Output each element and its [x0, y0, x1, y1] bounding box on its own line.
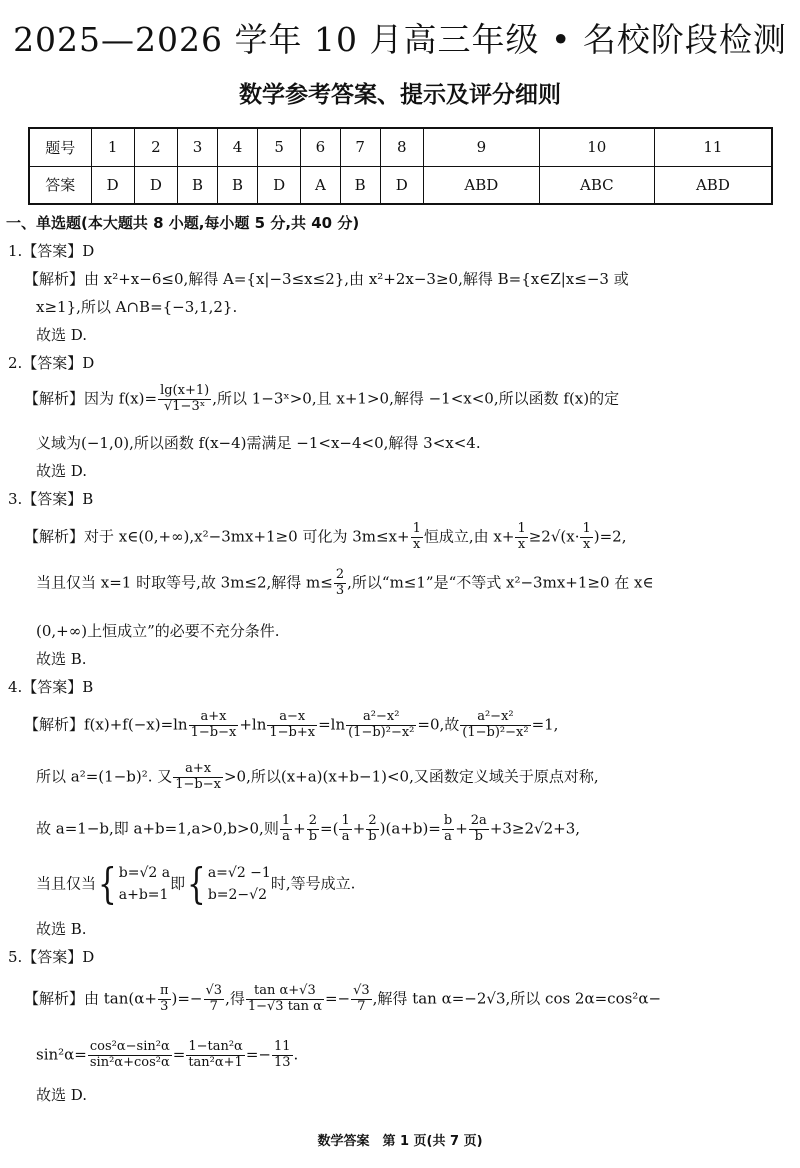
- fraction-denominator: x: [582, 536, 591, 552]
- fraction-denominator: 1−b+x: [269, 724, 316, 740]
- q4-explanation-line: [36, 859, 356, 909]
- case-line: b=2−√2: [207, 887, 267, 904]
- fraction: [173, 762, 223, 793]
- text-run: =−: [245, 1045, 271, 1064]
- q1-explanation-line: 【解析】由 x²+x−6≤0,解得 A={x|−3≤x≤2},由 x²+2x−3≥0,解得 B={x∈Z|x≤−3 或: [24, 270, 629, 288]
- fraction-denominator: 7: [357, 998, 366, 1014]
- fraction-numerator: a²−x²: [346, 710, 416, 726]
- fraction-denominator: b: [308, 828, 318, 844]
- fraction-denominator: 13: [273, 1054, 291, 1070]
- fraction-numerator: a+x: [189, 710, 239, 726]
- text-run: 【解析】由 tan(α+: [24, 989, 157, 1008]
- fraction: [158, 384, 211, 415]
- fraction-numerator: tan α+√3: [246, 984, 324, 1000]
- fraction: [307, 814, 319, 845]
- q5-conclusion: 故选 D.: [36, 1086, 88, 1104]
- case-system: [119, 862, 170, 907]
- table-cell: B: [178, 166, 218, 204]
- fraction: [411, 522, 423, 553]
- text-run: =ln: [318, 715, 346, 734]
- text-run: )(a+b)=: [379, 819, 441, 838]
- fraction: [515, 522, 527, 553]
- fraction: [334, 568, 346, 599]
- left-brace: {: [98, 859, 117, 909]
- q1-conclusion: 故选 D.: [36, 326, 88, 344]
- fraction-denominator: tan²α+1: [188, 1054, 243, 1070]
- text-run: =: [172, 1045, 186, 1064]
- text-run: )=2,: [593, 527, 627, 546]
- page-title: 2025—2026 学年 10 月高三年级 • 名校阶段检测: [13, 20, 787, 59]
- case-system: [208, 862, 271, 907]
- q1-explanation-line: x≥1},所以 A∩B={−3,1,2}.: [36, 298, 238, 316]
- fraction-numerator: 1: [341, 813, 350, 828]
- table-cell: 10: [539, 128, 654, 166]
- answer-table: [28, 127, 773, 205]
- q4-answer: 4.【答案】B: [8, 678, 94, 696]
- fraction-denominator: 1−b−x: [190, 724, 237, 740]
- fraction: [351, 984, 372, 1015]
- fraction-numerator: π: [159, 983, 169, 998]
- table-cell: 2: [134, 128, 177, 166]
- text-run: 【解析】对于 x∈(0,+∞),x²−3mx+1≥0 可化为 3m≤x+: [24, 527, 410, 546]
- fraction-numerator: √3: [353, 983, 370, 998]
- case-line: a+b=1: [118, 887, 169, 904]
- table-cell: 8: [380, 128, 423, 166]
- fraction-denominator: x: [517, 536, 526, 552]
- table-cell: D: [134, 166, 177, 204]
- fraction-numerator: 2: [307, 814, 319, 830]
- q3-explanation-line: (0,+∞)上恒成立”的必要不充分条件.: [36, 622, 280, 640]
- fraction: [246, 984, 324, 1015]
- table-row-numbers: [29, 128, 772, 166]
- table-cell: 5: [258, 128, 301, 166]
- left-brace: {: [187, 859, 206, 909]
- fraction-numerator: 11: [273, 1039, 291, 1054]
- text-run: 即: [170, 874, 186, 893]
- fraction-numerator: 2: [366, 814, 378, 830]
- text-run: 当且仅当: [36, 874, 97, 893]
- q2-answer: 2.【答案】D: [8, 354, 95, 372]
- fraction-numerator: lg(x+1): [160, 383, 210, 398]
- fraction-numerator: b: [443, 813, 453, 828]
- fraction-denominator: a: [341, 828, 350, 844]
- fraction: [267, 710, 317, 741]
- q4-explanation-line: [36, 814, 580, 845]
- fraction-numerator: a−x: [267, 710, 317, 726]
- row-label-answer: 答案: [29, 166, 91, 204]
- text-run: ,所以 1−3ˣ>0,且 x+1>0,解得 −1<x<0,所以函数 f(x)的定: [212, 389, 620, 408]
- table-row-answers: [29, 166, 772, 204]
- text-run: ≥2√(x·: [528, 527, 580, 546]
- text-run: +ln: [239, 715, 267, 734]
- q3-explanation-line: [24, 522, 626, 553]
- text-run: =0,故: [417, 715, 460, 734]
- table-cell: 4: [218, 128, 258, 166]
- fraction-numerator: 2: [335, 567, 345, 582]
- q4-explanation-line: [36, 762, 599, 793]
- table-cell: B: [218, 166, 258, 204]
- table-cell: ABC: [539, 166, 654, 204]
- q2-explanation-line: [24, 384, 619, 415]
- q5-explanation-line: [36, 1040, 298, 1071]
- text-run: 恒成立,由 x+: [423, 527, 515, 546]
- page-footer: 数学答案 第 1 页(共 7 页): [317, 1134, 483, 1149]
- table-cell: ABD: [423, 166, 539, 204]
- text-run: ,解得 tan α=−2√3,所以 cos 2α=cos²α−: [372, 989, 662, 1008]
- text-run: =−: [324, 989, 351, 1008]
- fraction: [366, 814, 378, 845]
- q2-conclusion: 故选 D.: [36, 462, 88, 480]
- section-title: 一、单选题(本大题共 8 小题,每小题 5 分,共 40 分): [6, 214, 360, 232]
- fraction-denominator: √1−3ˣ: [164, 398, 206, 414]
- table-cell: ABD: [654, 166, 772, 204]
- text-run: .: [293, 1045, 299, 1064]
- page-subtitle: 数学参考答案、提示及评分细则: [239, 82, 561, 108]
- q5-explanation-line: [24, 984, 661, 1015]
- table-cell: D: [258, 166, 301, 204]
- text-run: +3≥2√2+3,: [489, 819, 581, 838]
- q3-conclusion: 故选 B.: [36, 650, 87, 668]
- fraction-denominator: (1−b)²−x²: [462, 724, 529, 740]
- fraction-numerator: 2a: [470, 813, 487, 828]
- text-run: +: [352, 819, 366, 838]
- fraction-denominator: 7: [209, 998, 218, 1014]
- q4-explanation-line: [24, 710, 558, 741]
- fraction-numerator: 1: [582, 521, 591, 536]
- fraction-denominator: b: [474, 828, 483, 844]
- text-run: 【解析】f(x)+f(−x)=ln: [24, 715, 188, 734]
- table-cell: 6: [301, 128, 340, 166]
- fraction: [460, 710, 530, 741]
- fraction-denominator: (1−b)²−x²: [348, 724, 415, 740]
- text-run: )=−: [171, 989, 203, 1008]
- text-run: =1,: [531, 715, 559, 734]
- fraction: [88, 1040, 172, 1071]
- text-run: +: [293, 819, 306, 838]
- fraction: [158, 984, 171, 1015]
- text-run: +: [455, 819, 468, 838]
- text-run: =(: [320, 819, 339, 838]
- text-run: 所以 a²=(1−b)². 又: [36, 767, 173, 786]
- fraction: [580, 522, 592, 553]
- fraction-numerator: a²−x²: [460, 710, 530, 726]
- fraction-numerator: 1: [412, 521, 421, 536]
- fraction: [272, 1040, 293, 1071]
- q5-answer: 5.【答案】D: [8, 948, 95, 966]
- case-line: a=√2 −1: [207, 865, 271, 881]
- q2-explanation-line: 义域为(−1,0),所以函数 f(x−4)需满足 −1<x−4<0,解得 3<x<4.: [36, 434, 481, 452]
- fraction-denominator: 3: [160, 998, 169, 1014]
- fraction-denominator: 3: [335, 582, 345, 598]
- row-label-number: 题号: [29, 128, 91, 166]
- text-run: 当且仅当 x=1 时取等号,故 3m≤2,解得 m≤: [36, 573, 333, 592]
- table-cell: D: [91, 166, 134, 204]
- q4-conclusion: 故选 B.: [36, 920, 87, 938]
- fraction-numerator: 1−tan²α: [188, 1039, 243, 1054]
- q3-answer: 3.【答案】B: [8, 490, 94, 508]
- table-cell: 1: [91, 128, 134, 166]
- fraction-denominator: b: [368, 828, 377, 844]
- fraction-denominator: sin²α+cos²α: [89, 1054, 170, 1070]
- text-run: >0,所以(x+a)(x+b−1)<0,又函数定义域关于原点对称,: [223, 767, 599, 786]
- q3-explanation-line: [36, 568, 654, 599]
- fraction: [280, 814, 292, 845]
- table-cell: B: [340, 166, 380, 204]
- q1-answer: 1.【答案】D: [8, 242, 95, 260]
- fraction-denominator: a: [444, 828, 452, 844]
- table-cell: 11: [654, 128, 772, 166]
- fraction-numerator: cos²α−sin²α: [89, 1039, 170, 1054]
- fraction: [339, 814, 351, 845]
- table-cell: 3: [178, 128, 218, 166]
- fraction: [346, 710, 416, 741]
- text-run: ,得: [225, 989, 245, 1008]
- fraction-numerator: a+x: [173, 762, 223, 778]
- fraction-numerator: √3: [205, 983, 223, 998]
- fraction-denominator: 1−b−x: [175, 776, 221, 792]
- fraction-denominator: x: [413, 536, 421, 552]
- fraction: [469, 814, 489, 845]
- case-line: b=√2 a: [118, 865, 171, 881]
- text-run: sin²α=: [36, 1045, 87, 1064]
- text-run: 时,等号成立.: [270, 874, 356, 893]
- table-cell: A: [301, 166, 340, 204]
- fraction-numerator: 1: [517, 521, 526, 536]
- fraction: [442, 814, 454, 845]
- table-cell: 9: [423, 128, 539, 166]
- text-run: 【解析】因为 f(x)=: [24, 389, 158, 408]
- fraction-denominator: a: [282, 828, 290, 844]
- fraction: [204, 984, 225, 1015]
- table-cell: D: [380, 166, 423, 204]
- text-run: 故 a=1−b,即 a+b=1,a>0,b>0,则: [36, 819, 279, 838]
- fraction: [189, 710, 239, 741]
- fraction-numerator: 1: [281, 813, 291, 828]
- fraction: [186, 1040, 245, 1071]
- table-cell: 7: [340, 128, 380, 166]
- fraction-denominator: 1−√3 tan α: [247, 998, 322, 1014]
- text-run: ,所以“m≤1”是“不等式 x²−3mx+1≥0 在 x∈: [347, 573, 654, 592]
